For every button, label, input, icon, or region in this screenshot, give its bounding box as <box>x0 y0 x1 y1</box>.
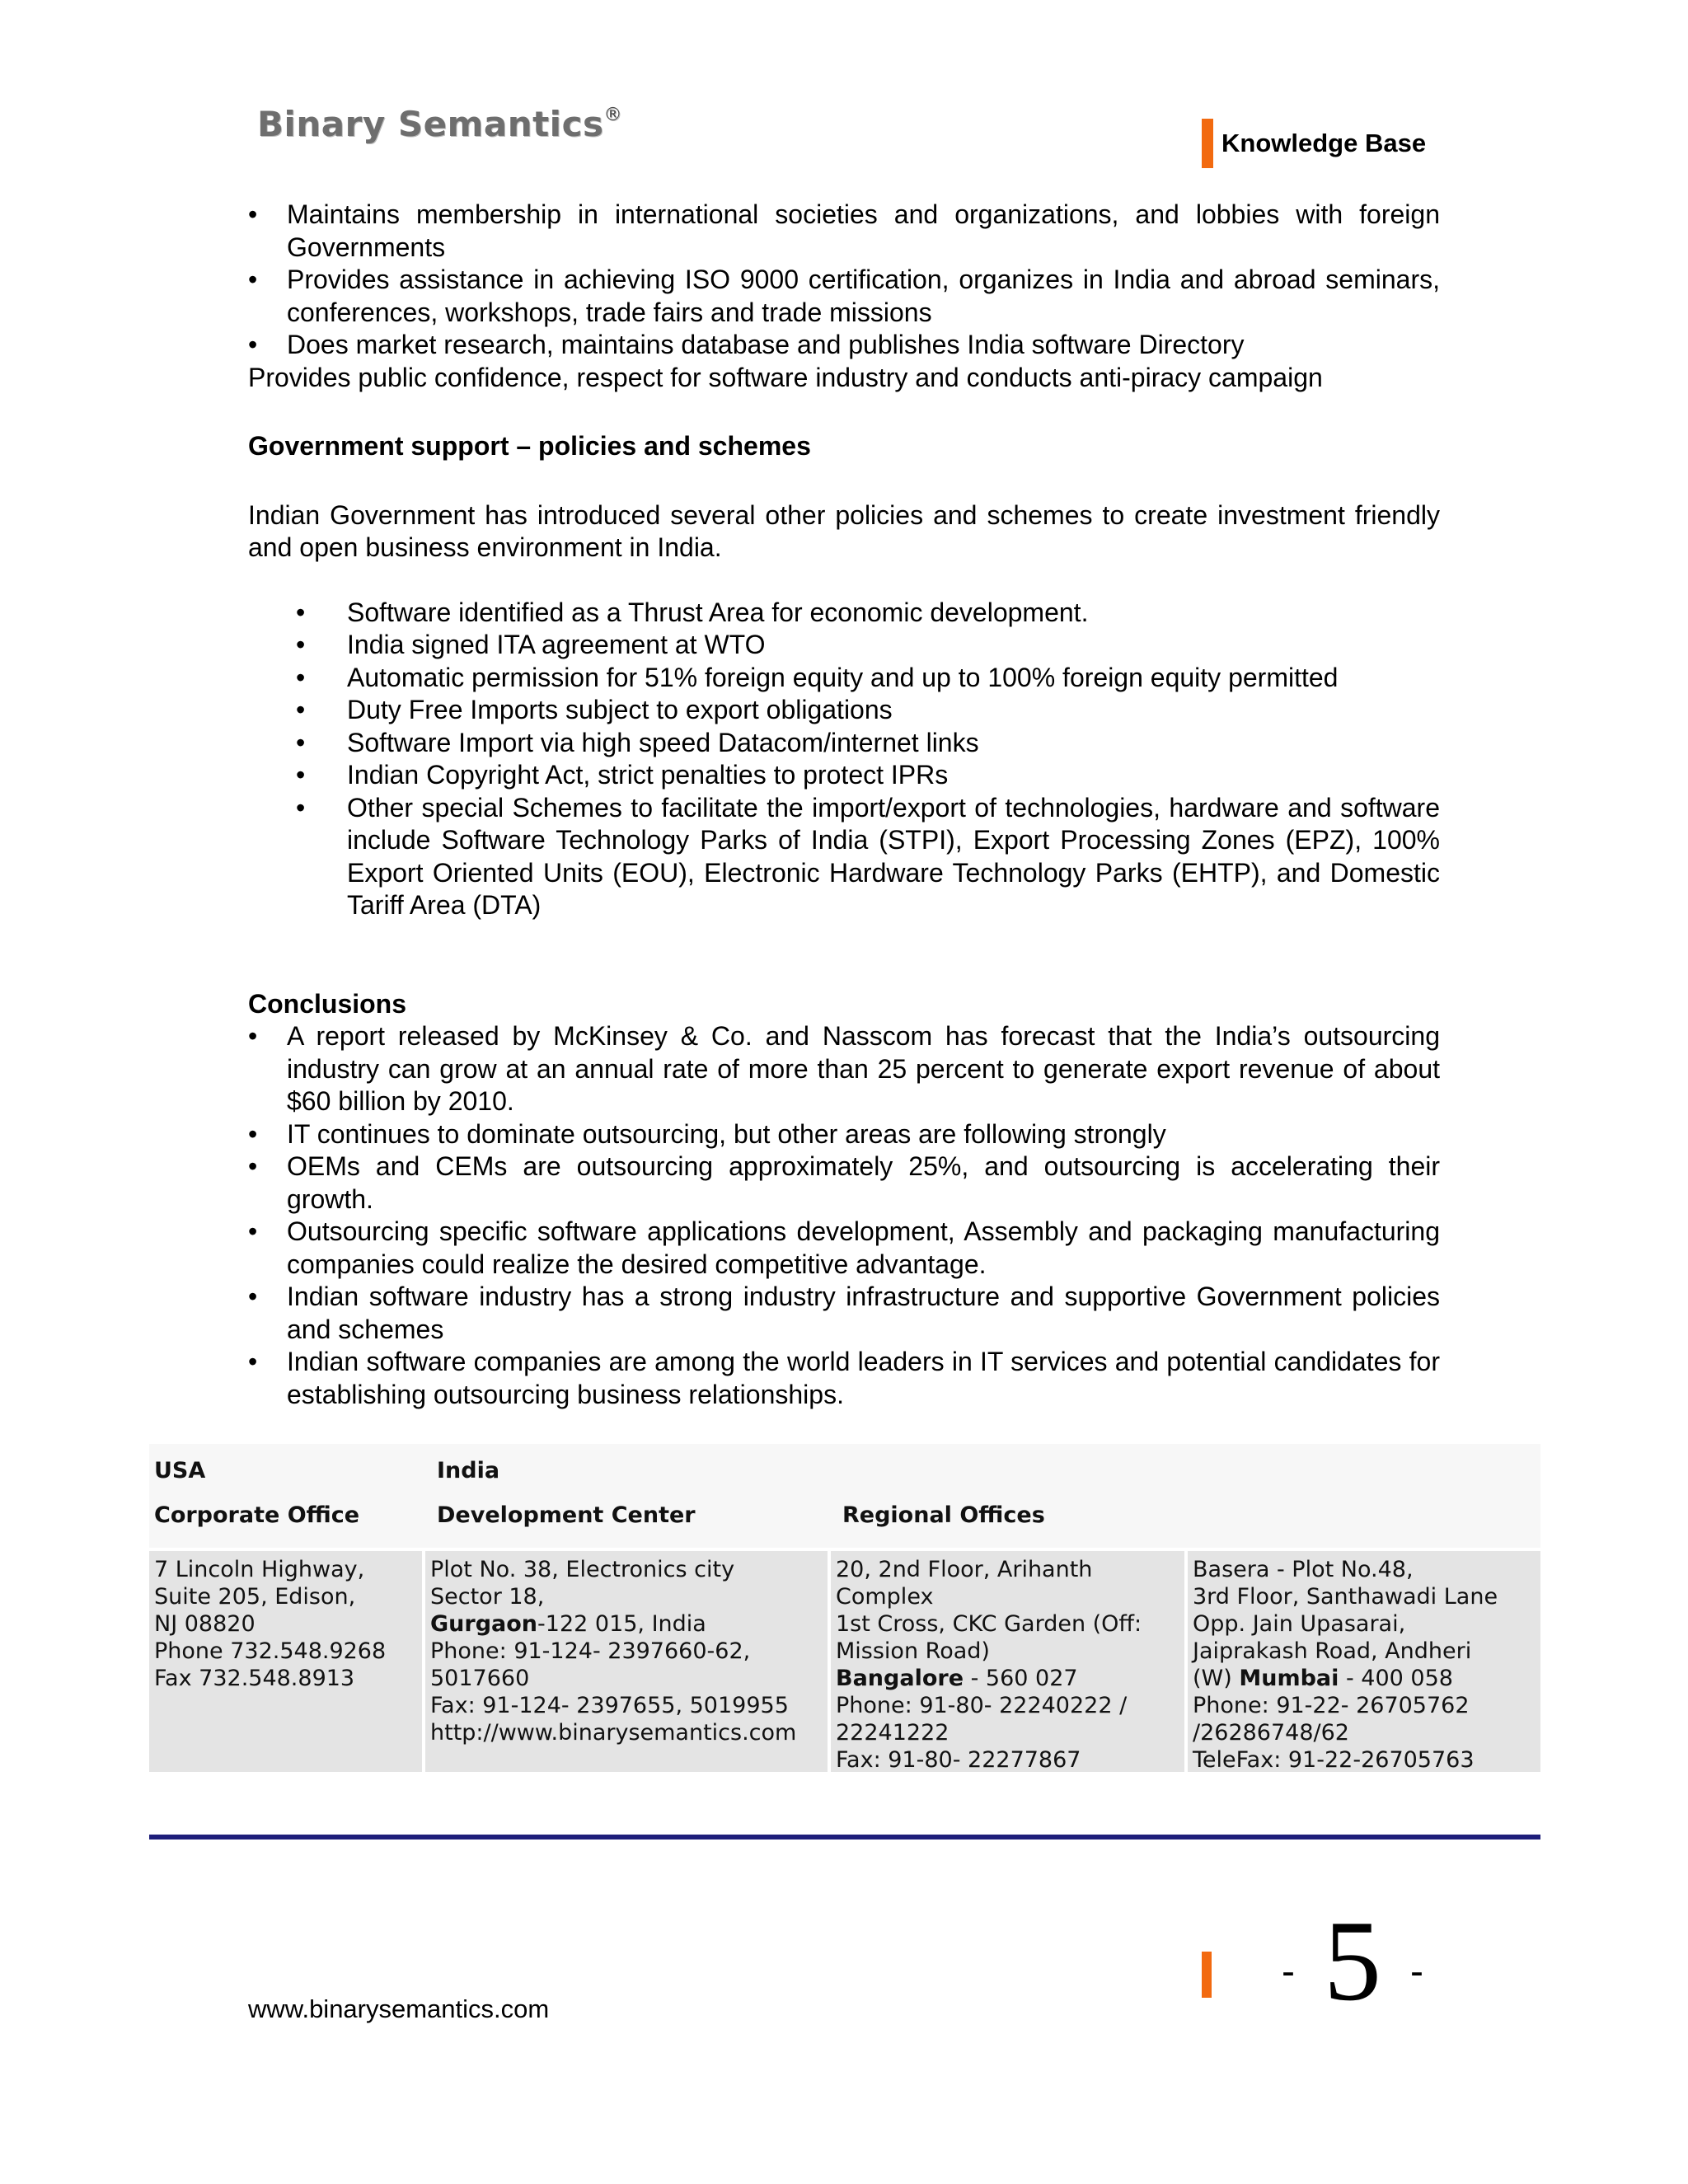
intro-tail-text: Provides public confidence, respect for software industry and conducts anti-piracy campaign <box>248 362 1323 392</box>
mumbai-address-pre: Basera - Plot No.48, 3rd Floor, Santhawadi Lane Opp. Jain Upasarai, Jaiprakash Road, Andheri (W) <box>1193 1557 1498 1691</box>
company-logo <box>257 104 622 144</box>
list-item: • Maintains membership in international societies and organizations, and lobbies with foreign Governments <box>248 199 1440 264</box>
list-item: • Outsourcing specific software applications development, Assembly and packaging manufacturing companies could realize the desired competitive advantage. <box>248 1216 1440 1281</box>
list-item: • A report released by McKinsey & Co. and Nasscom has forecast that the India’s outsourcing industry can grow at an annual rate of more than 25 percent to generate export revenue of about $60 billion by 2010. <box>248 1020 1440 1118</box>
offices-addresses <box>149 1551 1540 1772</box>
list-item: • India signed ITA agreement at WTO <box>347 629 1440 662</box>
gov-support-heading: Government support – policies and schemes <box>248 431 811 461</box>
logo-text: Binary Semantics <box>257 104 604 144</box>
usa-address-text: 7 Lincoln Highway, Suite 205, Edison, NJ 08820 Phone 732.548.9268 Fax 732.548.8913 <box>154 1557 387 1691</box>
list-item: • IT continues to dominate outsourcing, but other areas are following strongly <box>248 1118 1440 1151</box>
regional-offices-label: Regional Offices <box>842 1502 1045 1528</box>
registered-mark: ® <box>603 105 622 125</box>
list-item: • OEMs and CEMs are outsourcing approximately 25%, and outsourcing is accelerating their growth. <box>248 1151 1440 1216</box>
list-item: • Indian Copyright Act, strict penalties to protect IPRs <box>347 759 1440 792</box>
document-body <box>248 199 1440 1411</box>
bangalore-office-address <box>831 1551 1184 1772</box>
usa-office-address <box>149 1551 422 1772</box>
gurgaon-city: Gurgaon <box>430 1611 538 1637</box>
bangalore-address-pre: 20, 2nd Floor, Arihanth Complex 1st Cross, CKC Garden (Off: Mission Road) <box>836 1557 1142 1664</box>
list-item: • Indian software companies are among the world leaders in IT services and potential candidates for establishing outsourcing business relationships. <box>248 1346 1440 1411</box>
bangalore-address-post: - 560 027 Phone: 91-80- 22240222 / 22241222 Fax: 91-80- 22277867 <box>836 1666 1128 1773</box>
list-item: • Does market research, maintains database and publishes India software Directory <box>248 329 1440 362</box>
website-link[interactable]: www.binarysemantics.com <box>248 1994 550 2023</box>
gov-policy-bullet-list <box>347 597 1440 922</box>
list-item: • Provides assistance in achieving ISO 9000 certification, organizes in India and abroad seminars, conferences, workshops, trade fairs and trade missions <box>248 264 1440 329</box>
page-number-value: 5 <box>1323 1897 1381 2025</box>
gurgaon-office-address <box>425 1551 828 1772</box>
page-dash-left: - <box>1282 1950 1295 1994</box>
page-number <box>1282 1897 1423 2030</box>
list-item: • Duty Free Imports subject to export obligations <box>347 694 1440 727</box>
list-item: • Other special Schemes to facilitate the import/export of technologies, hardware and software include Software Technology Parks of India (STPI), Export Processing Zones (EPZ), 100% Export Oriented Units (EOU), Electronic Hardware Technology Parks (EHTP), and Domestic Tariff Area (DTA) <box>347 792 1440 922</box>
list-item: • Software identified as a Thrust Area for economic development. <box>347 597 1440 630</box>
section-label <box>1202 119 1426 168</box>
offices-header <box>149 1444 1540 1548</box>
footer-divider <box>149 1835 1540 1840</box>
orange-accent-bar <box>1202 119 1213 168</box>
orange-accent-bar-footer <box>1202 1952 1212 1998</box>
country-india: India <box>437 1458 500 1483</box>
mumbai-office-address <box>1188 1551 1540 1772</box>
list-item: • Software Import via high speed Datacom/internet links <box>347 727 1440 760</box>
offices-table <box>149 1444 1540 1772</box>
intro-bullet-list <box>248 199 1440 362</box>
gurgaon-address-pre: Plot No. 38, Electronics city Sector 18, <box>430 1557 735 1610</box>
gurgaon-address-post: -122 015, India Phone: 91-124- 2397660-62, 5017660 Fax: 91-124- 2397655, 5019955 http://www.binarysemantics.com <box>430 1611 797 1746</box>
bangalore-city: Bangalore <box>836 1666 964 1691</box>
page-dash-right: - <box>1409 1950 1423 1994</box>
list-item: • Indian software industry has a strong industry infrastructure and supportive Government policies and schemes <box>248 1281 1440 1346</box>
country-usa: USA <box>154 1458 206 1483</box>
corporate-office-label: Corporate Office <box>154 1502 360 1528</box>
knowledge-base-label: Knowledge Base <box>1221 129 1427 157</box>
list-item: • Automatic permission for 51% foreign equity and up to 100% foreign equity permitted <box>347 662 1440 695</box>
development-center-label: Development Center <box>437 1502 696 1528</box>
mumbai-city: Mumbai <box>1239 1666 1339 1691</box>
gov-support-paragraph: Indian Government has introduced several other policies and schemes to create investment friendly and open business environment in India. <box>248 499 1440 562</box>
conclusions-heading: Conclusions <box>248 988 407 1019</box>
mumbai-address-post: - 400 058 Phone: 91-22- 26705762 /26286748/62 TeleFax: 91-22-26705763 <box>1193 1666 1475 1773</box>
conclusions-bullet-list <box>248 1020 1440 1411</box>
